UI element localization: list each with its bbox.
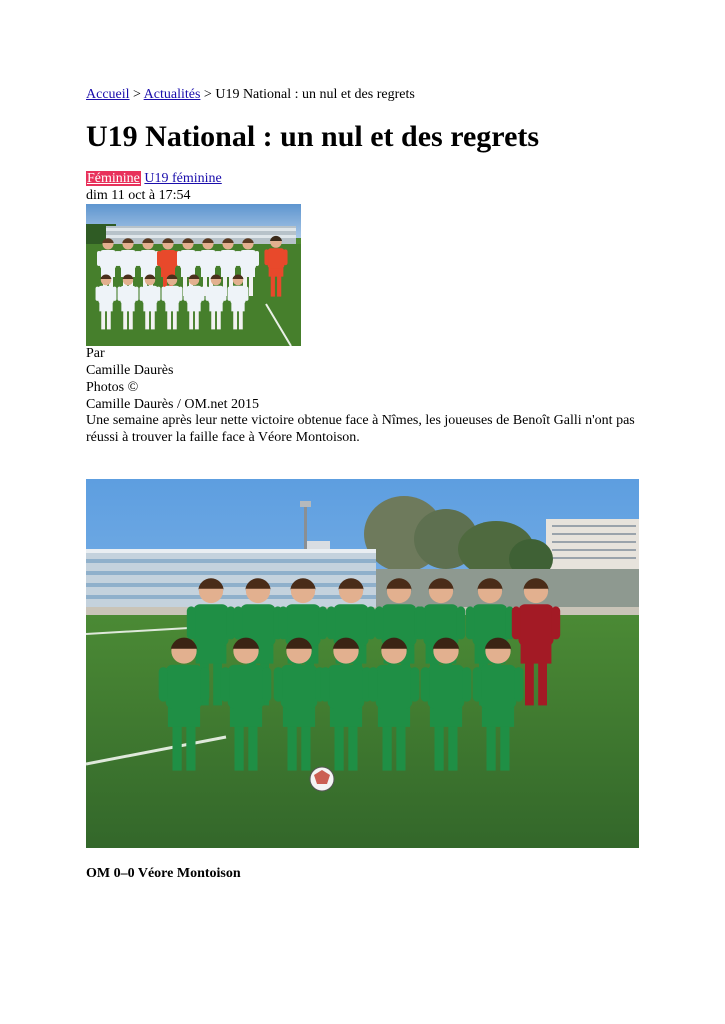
tag-u19-feminine-link[interactable]: U19 féminine: [144, 171, 222, 186]
om-team-photo: [86, 204, 301, 346]
tag-feminine-link[interactable]: Féminine: [87, 171, 140, 186]
author-name: Camille Daurès: [86, 363, 174, 378]
by-label: Par: [86, 346, 105, 361]
veore-team-photo: [86, 479, 639, 848]
breadcrumb: [86, 86, 415, 104]
photo-credit: Camille Daurès / OM.net 2015: [86, 397, 260, 412]
article-tags: [86, 170, 222, 188]
breadcrumb-news-link[interactable]: Actualités: [143, 87, 201, 102]
page-title: U19 National : un nul et des regrets: [86, 120, 540, 153]
article-date: dim 11 oct à 17:54: [86, 188, 191, 203]
article-credits: [86, 345, 259, 413]
breadcrumb-home-link[interactable]: Accueil: [86, 87, 130, 102]
photos-label: Photos ©: [86, 380, 139, 395]
breadcrumb-separator: >: [200, 87, 216, 102]
breadcrumb-separator: >: [129, 87, 144, 102]
match-score: OM 0–0 Véore Montoison: [86, 866, 241, 881]
article-intro: Une semaine après leur nette victoire obtenue face à Nîmes, les joueuses de Benoît Galli n'ont pas réussi à trouver la faille face à Véore Montoison.: [86, 413, 635, 445]
breadcrumb-current: U19 National : un nul et des regrets: [215, 87, 415, 102]
